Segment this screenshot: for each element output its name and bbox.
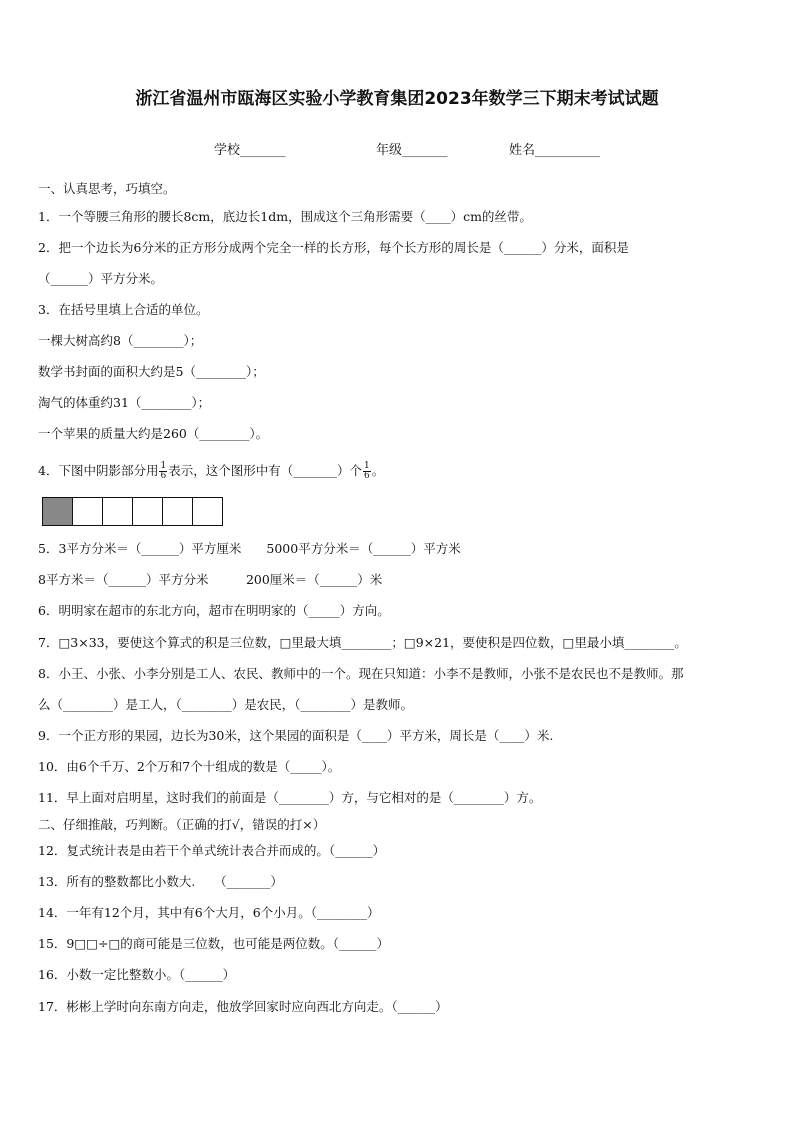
question-17: 17．彬彬上学时向东南方向走，他放学回家时应向西北方向走。（______）: [38, 999, 448, 1014]
fraction-one-sixth: $\frac{1}{6}$: [160, 461, 167, 481]
question-8-line-2: 么（________）是工人，（________）是农民，（________）是教师。: [38, 697, 414, 712]
unshaded-cell: [72, 497, 103, 526]
question-8-line-1: 8．小王、小张、小李分别是工人、农民、教师中的一个。现在只知道：小李不是教师，小张不是农民也不是教师。那: [38, 666, 684, 681]
unshaded-cell: [102, 497, 133, 526]
question-3-item-c: 淘气的体重约31（________）；: [38, 395, 211, 410]
question-5-line-1: 5．3平方分米＝（______）平方厘米 5000平方分米＝（______）平方米: [38, 541, 461, 556]
question-3-item-b: 数学书封面的面积大约是5（________）；: [38, 364, 265, 379]
question-3-item-d: 一个苹果的质量大约是260（________）。: [38, 426, 269, 441]
question-4: [38, 462, 764, 481]
question-2-line-1: 2．把一个边长为6分米的正方形分成两个完全一样的长方形，每个长方形的周长是（______）分米，面积是: [38, 240, 629, 255]
question-13: 13．所有的整数都比小数大. （_______）: [38, 874, 283, 889]
question-12: 12．复式统计表是由若干个单式统计表合并而成的。（______）: [38, 843, 386, 858]
fraction-one-sixth-2: $\frac{1}{6}$: [363, 461, 370, 481]
question-5-line-2: 8平方米＝（______）平方分米 200厘米＝（______）米: [38, 572, 383, 587]
shaded-cell: [42, 497, 73, 526]
question-16: 16．小数一定比整数小。（______）: [38, 967, 236, 982]
question-3-item-a: 一棵大树高约8（________）；: [38, 333, 203, 348]
question-14: 14．一年有12个月，其中有6个大月，6个小月。（________）: [38, 905, 380, 920]
name-field: 姓名__________: [509, 143, 601, 158]
question-4-pre: 4．下图中阴影部分用: [38, 463, 159, 478]
question-7: 7．□3×33，要使这个算式的积是三位数，□里最大填________；□9×21，要使积是四位数，□里最小填________。: [38, 635, 687, 650]
unshaded-cell: [162, 497, 193, 526]
section-heading-2: 二、仔细推敲，巧判断。（正确的打√，错误的打×）: [38, 817, 326, 832]
question-4-mid: 表示，这个图形中有（_______）个: [168, 463, 362, 478]
section-heading-1: 一、认真思考，巧填空。: [38, 181, 176, 196]
question-4-post: 。: [371, 463, 385, 478]
question-15: 15．9□□÷□的商可能是三位数，也可能是两位数。（______）: [38, 936, 390, 951]
unshaded-cell: [192, 497, 223, 526]
question-2-line-2: （______）平方分米。: [38, 271, 164, 286]
question-9: 9．一个正方形的果园，边长为30米，这个果园的面积是（____）平方米，周长是（____）米.: [38, 728, 554, 743]
shaded-bar-figure: [43, 497, 223, 526]
question-6: 6．明明家在超市的东北方向，超市在明明家的（_____）方向。: [38, 603, 390, 618]
page-title: 浙江省温州市瓯海区实验小学教育集团2023年数学三下期末考试试题: [135, 89, 659, 109]
school-field: 学校_______: [214, 143, 286, 158]
question-11: 11．早上面对启明星，这时我们的前面是（________）方，与它相对的是（________）方。: [38, 790, 542, 805]
question-3: 3．在括号里填上合适的单位。: [38, 302, 209, 317]
unshaded-cell: [132, 497, 163, 526]
question-1: 1．一个等腰三角形的腰长8cm，底边长1dm，围成这个三角形需要（____）cm的丝带。: [38, 209, 532, 224]
grade-field: 年级_______: [376, 143, 448, 158]
question-10: 10．由6个千万、2个万和7个十组成的数是（_____）。: [38, 759, 341, 774]
